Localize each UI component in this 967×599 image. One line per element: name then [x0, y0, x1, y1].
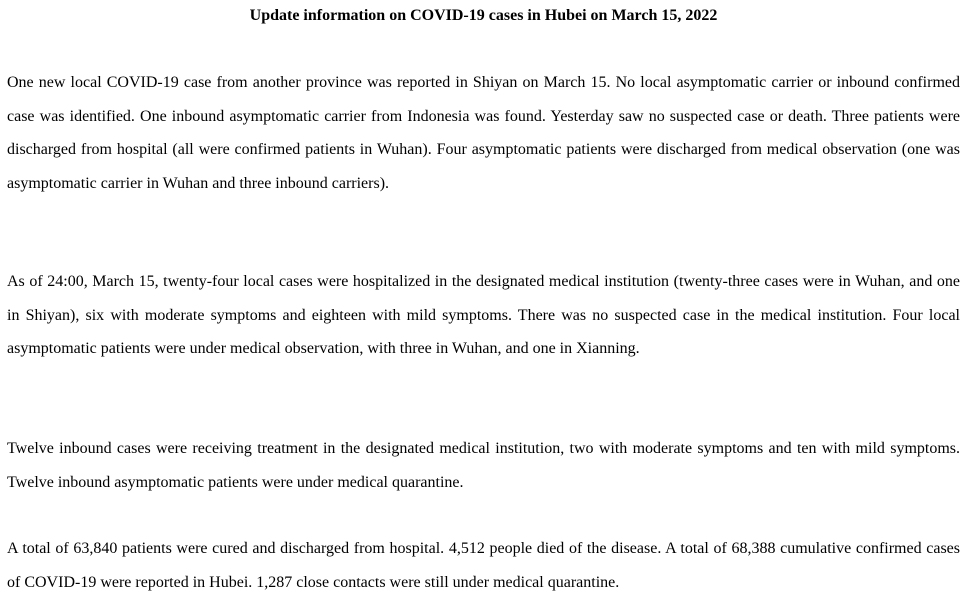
paragraph-new-cases: One new local COVID-19 case from another province was reported in Shiyan on March 15. No local asymptomatic carrier or inbound confirmed case was identified. One inbound asymptomatic carrier from Indonesia was found. Yesterday saw no suspected case or death. Three patients were discharged from hospital (all were confirmed patients in Wuhan). Four asymptomatic patients were discharged from medical observation (one was asymptomatic carrier in Wuhan and three inbound carriers).	[7, 74, 960, 192]
paragraph-hospitalized-local: As of 24:00, March 15, twenty-four local cases were hospitalized in the designated medical institution (twenty-three cases were in Wuhan, and one in Shiyan), six with moderate symptoms and eighteen with mild symptoms. There was no suspected case in the medical institution. Four local asymptomatic patients were under medical observation, with three in Wuhan, and one in Xianning.	[7, 273, 960, 357]
paragraph-inbound-cases: Twelve inbound cases were receiving treatment in the designated medical institution, two with moderate symptoms and ten with mild symptoms. Twelve inbound asymptomatic patients were under medical quarantine.	[7, 440, 960, 491]
document	[7, 0, 960, 591]
document-title: Update information on COVID-19 cases in Hubei on March 15, 2022	[249, 7, 718, 24]
paragraph-cumulative-totals: A total of 63,840 patients were cured and discharged from hospital. 4,512 people died of the disease. A total of 68,388 cumulative confirmed cases of COVID-19 were reported in Hubei. 1,287 close contacts were still under medical quarantine.	[7, 540, 960, 591]
